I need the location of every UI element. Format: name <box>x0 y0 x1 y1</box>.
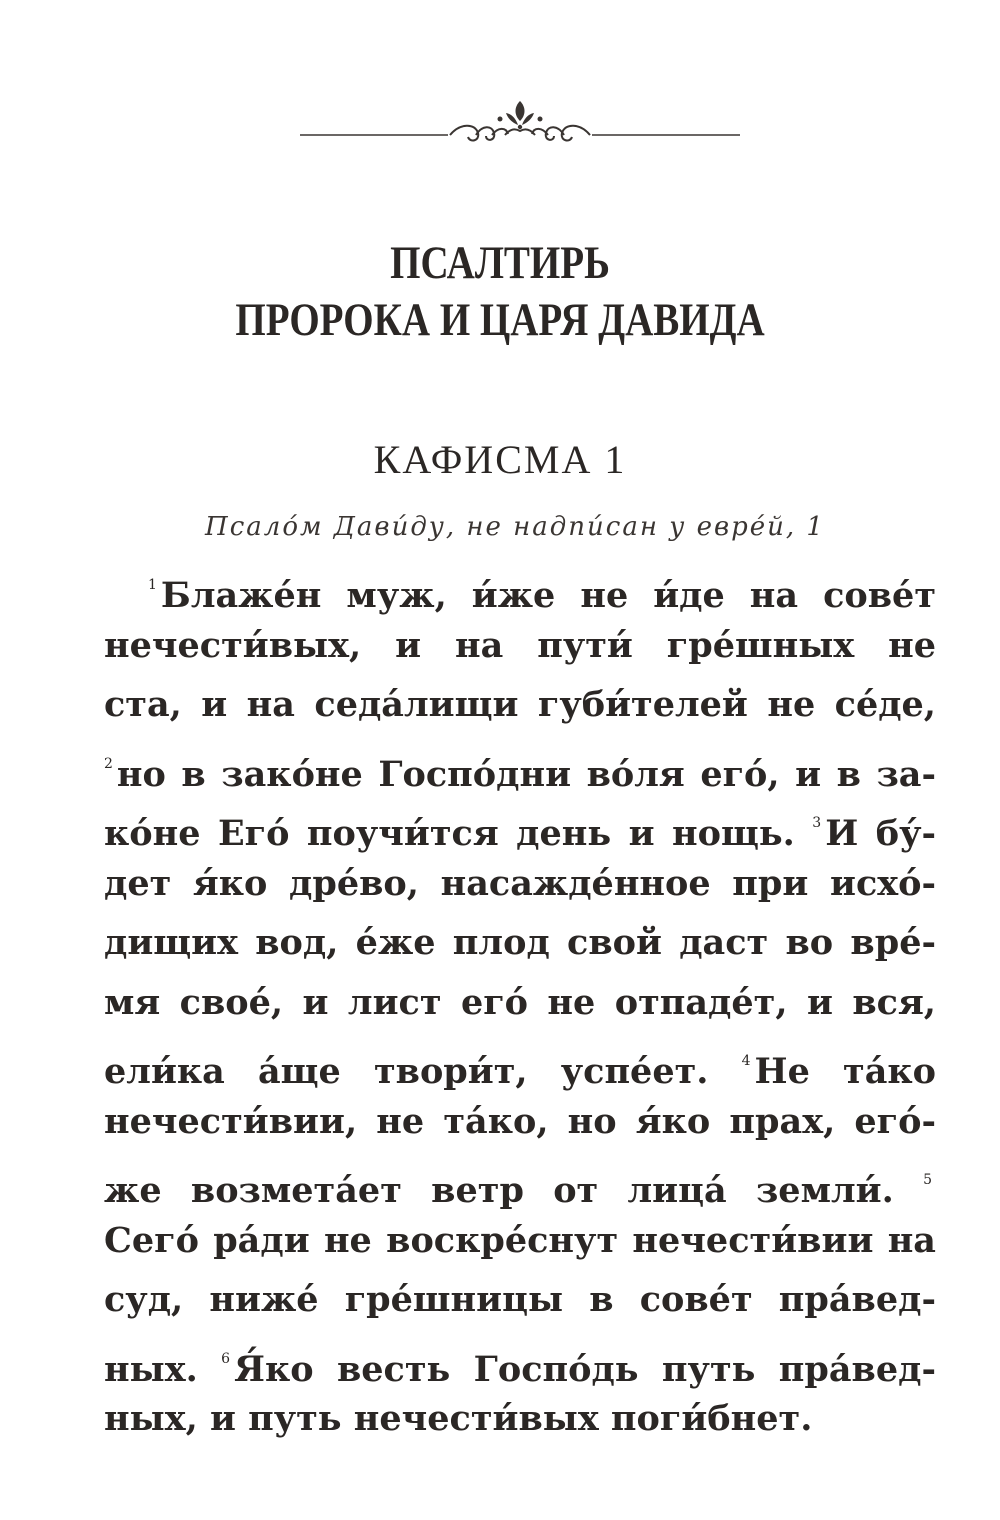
text-line <box>104 973 936 1033</box>
psalm-text <box>104 556 936 1449</box>
verse-text: же возмета́ет ветр от лица́ земли́. <box>104 1170 894 1211</box>
verse-number: 2 <box>104 755 113 772</box>
verse-text: Сего́ ра́ди не воскре́снут нечести́вии на <box>104 1219 936 1261</box>
verse-text: ных. <box>104 1348 198 1390</box>
text-line <box>104 1211 936 1271</box>
kathisma-heading: КАФИСМА 1 <box>373 437 627 482</box>
text-line <box>104 1032 936 1092</box>
text-line <box>104 854 936 914</box>
text-line <box>104 675 936 735</box>
verse-text: Не та́ко <box>754 1051 937 1092</box>
verse-text: но в зако́не Госпо́дни во́ля его́, и в за- <box>116 753 936 795</box>
verse-text: Я́ко весть Госпо́дь путь пра́вед- <box>234 1348 936 1390</box>
verse-text: ко́не Его́ поучи́тся день и нощь. <box>104 813 795 854</box>
verse-text: Блаже́н муж, и́же не и́де на сове́т <box>160 575 936 616</box>
book-title-line1: ПСАЛТИРЬ <box>390 237 610 289</box>
verse-text: ных, и путь нечести́вых поги́бнет. <box>104 1398 813 1439</box>
verse-text: суд, ниже́ гре́шницы в сове́т пра́вед- <box>104 1279 936 1320</box>
text-line <box>104 1151 936 1211</box>
verse-number: 6 <box>221 1350 231 1367</box>
verse-text: дищих вод, е́же плод свой даст во вре́- <box>104 922 936 963</box>
verse-text: мя свое́, и лист его́ не отпаде́т, и вся, <box>104 981 936 1023</box>
text-line <box>104 1270 936 1330</box>
book-title-line2: ПРОРОКА И ЦАРЯ ДАВИДА <box>235 294 765 346</box>
text-line <box>104 1389 936 1449</box>
verse-number: 5 <box>923 1172 933 1188</box>
text-line <box>104 1092 936 1152</box>
verse-text: дет я́ко дре́во, насажде́нное при исхо́- <box>104 862 936 904</box>
verse-number: 3 <box>812 815 822 831</box>
verse-text: И бу́- <box>825 813 936 854</box>
book-title <box>85 235 915 349</box>
text-line <box>104 556 936 616</box>
verse-number: 4 <box>741 1053 751 1069</box>
text-line <box>104 794 936 854</box>
text-line <box>104 616 936 676</box>
text-line <box>104 735 936 795</box>
verse-text: нечести́вии, не та́ко, но я́ко прах, его́- <box>104 1100 936 1142</box>
text-line <box>104 913 936 973</box>
verse-text: нечести́вых, и на пути́ гре́шных не <box>104 624 936 666</box>
verse-number: 1 <box>148 577 157 593</box>
psalm-heading: Псало́м Дави́ду, не надпи́сан у евре́й, 1 <box>205 512 825 542</box>
verse-text: ели́ка а́ще твори́т, успе́ет. <box>104 1051 709 1092</box>
text-line <box>104 1330 936 1390</box>
verse-text: ста, и на седа́лищи губи́телей не се́де, <box>104 684 936 725</box>
floral-divider-icon <box>300 95 740 155</box>
